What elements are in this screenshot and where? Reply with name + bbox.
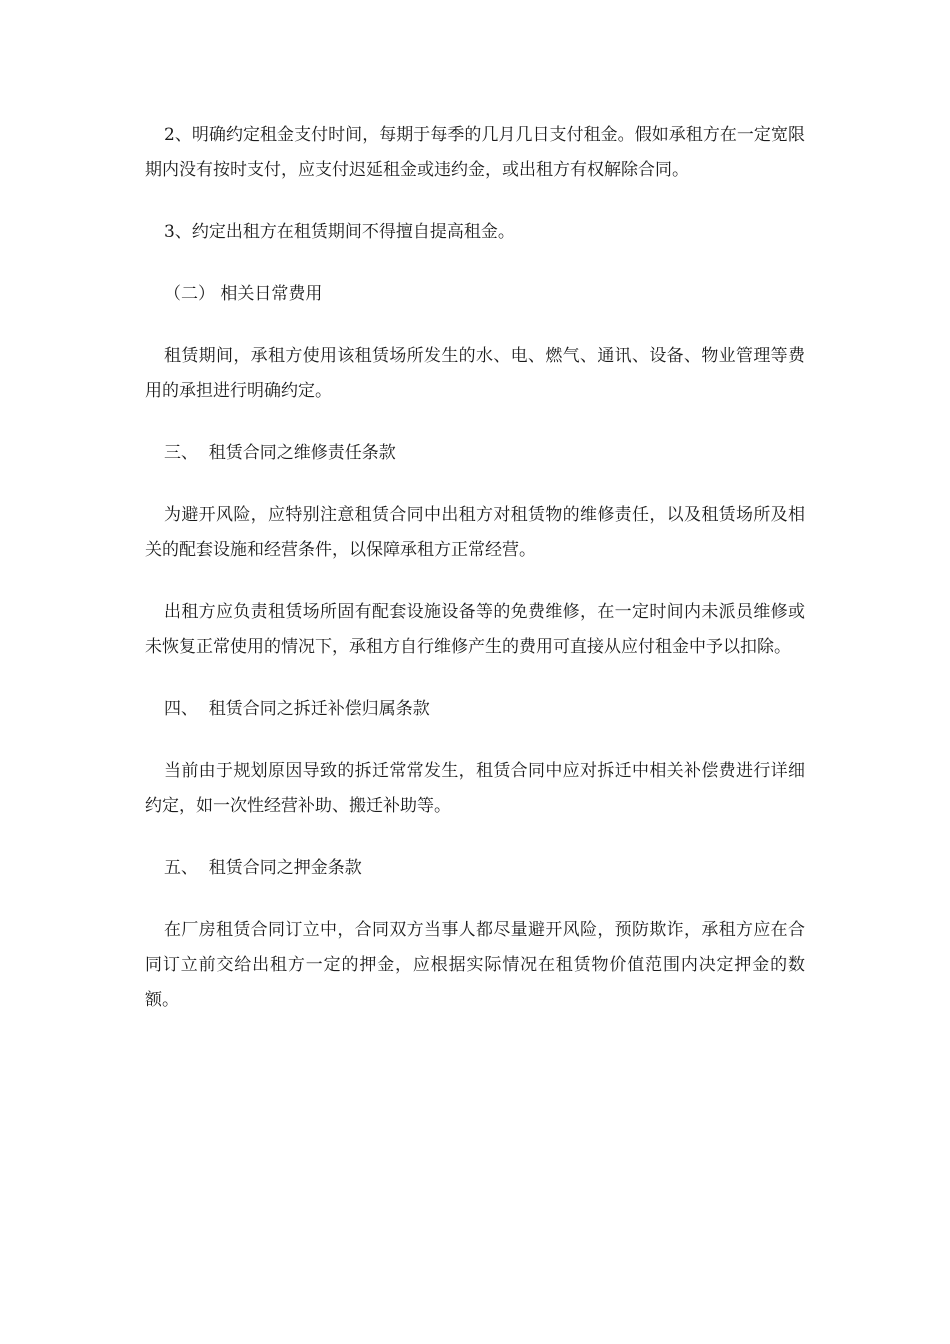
heading-deposit-clause: 五、 租赁合同之押金条款 [164,858,362,878]
document-page [145,118,805,1045]
heading-daily-expenses: （二） 相关日常费用 [164,284,323,304]
paragraph-deposit-details: 在厂房租赁合同订立中，合同双方当事人都尽量避开风险，预防欺诈，承租方应在合同订立前交给出租方一定的押金，应根据实际情况在租赁物价值范围内决定押金的数额。 [145,920,805,1010]
heading-maintenance-clause: 三、 租赁合同之维修责任条款 [164,443,396,463]
paragraph-no-rent-increase: 3、约定出租方在租赁期间不得擅自提高租金。 [164,222,515,242]
paragraph-maintenance-risk: 为避开风险，应特别注意租赁合同中出租方对租赁物的维修责任，以及租赁场所及相关的配套设施和经营条件，以保障承租方正常经营。 [145,505,805,560]
paragraph-demolition-details: 当前由于规划原因导致的拆迁常常发生，租赁合同中应对拆迁中相关补偿费进行详细约定，如一次性经营补助、搬迁补助等。 [145,761,805,816]
paragraph-rent-payment-time: 2、明确约定租金支付时间，每期于每季的几月几日支付租金。假如承租方在一定宽限期内没有按时支付，应支付迟延租金或违约金，或出租方有权解除合同。 [145,125,805,180]
heading-demolition-compensation: 四、 租赁合同之拆迁补偿归属条款 [164,699,430,719]
paragraph-expenses-agreement: 租赁期间，承租方使用该租赁场所发生的水、电、燃气、通讯、设备、物业管理等费用的承担进行明确约定。 [145,346,805,401]
paragraph-free-maintenance: 出租方应负责租赁场所固有配套设施设备等的免费维修，在一定时间内未派员维修或未恢复正常使用的情况下，承租方自行维修产生的费用可直接从应付租金中予以扣除。 [145,602,805,657]
